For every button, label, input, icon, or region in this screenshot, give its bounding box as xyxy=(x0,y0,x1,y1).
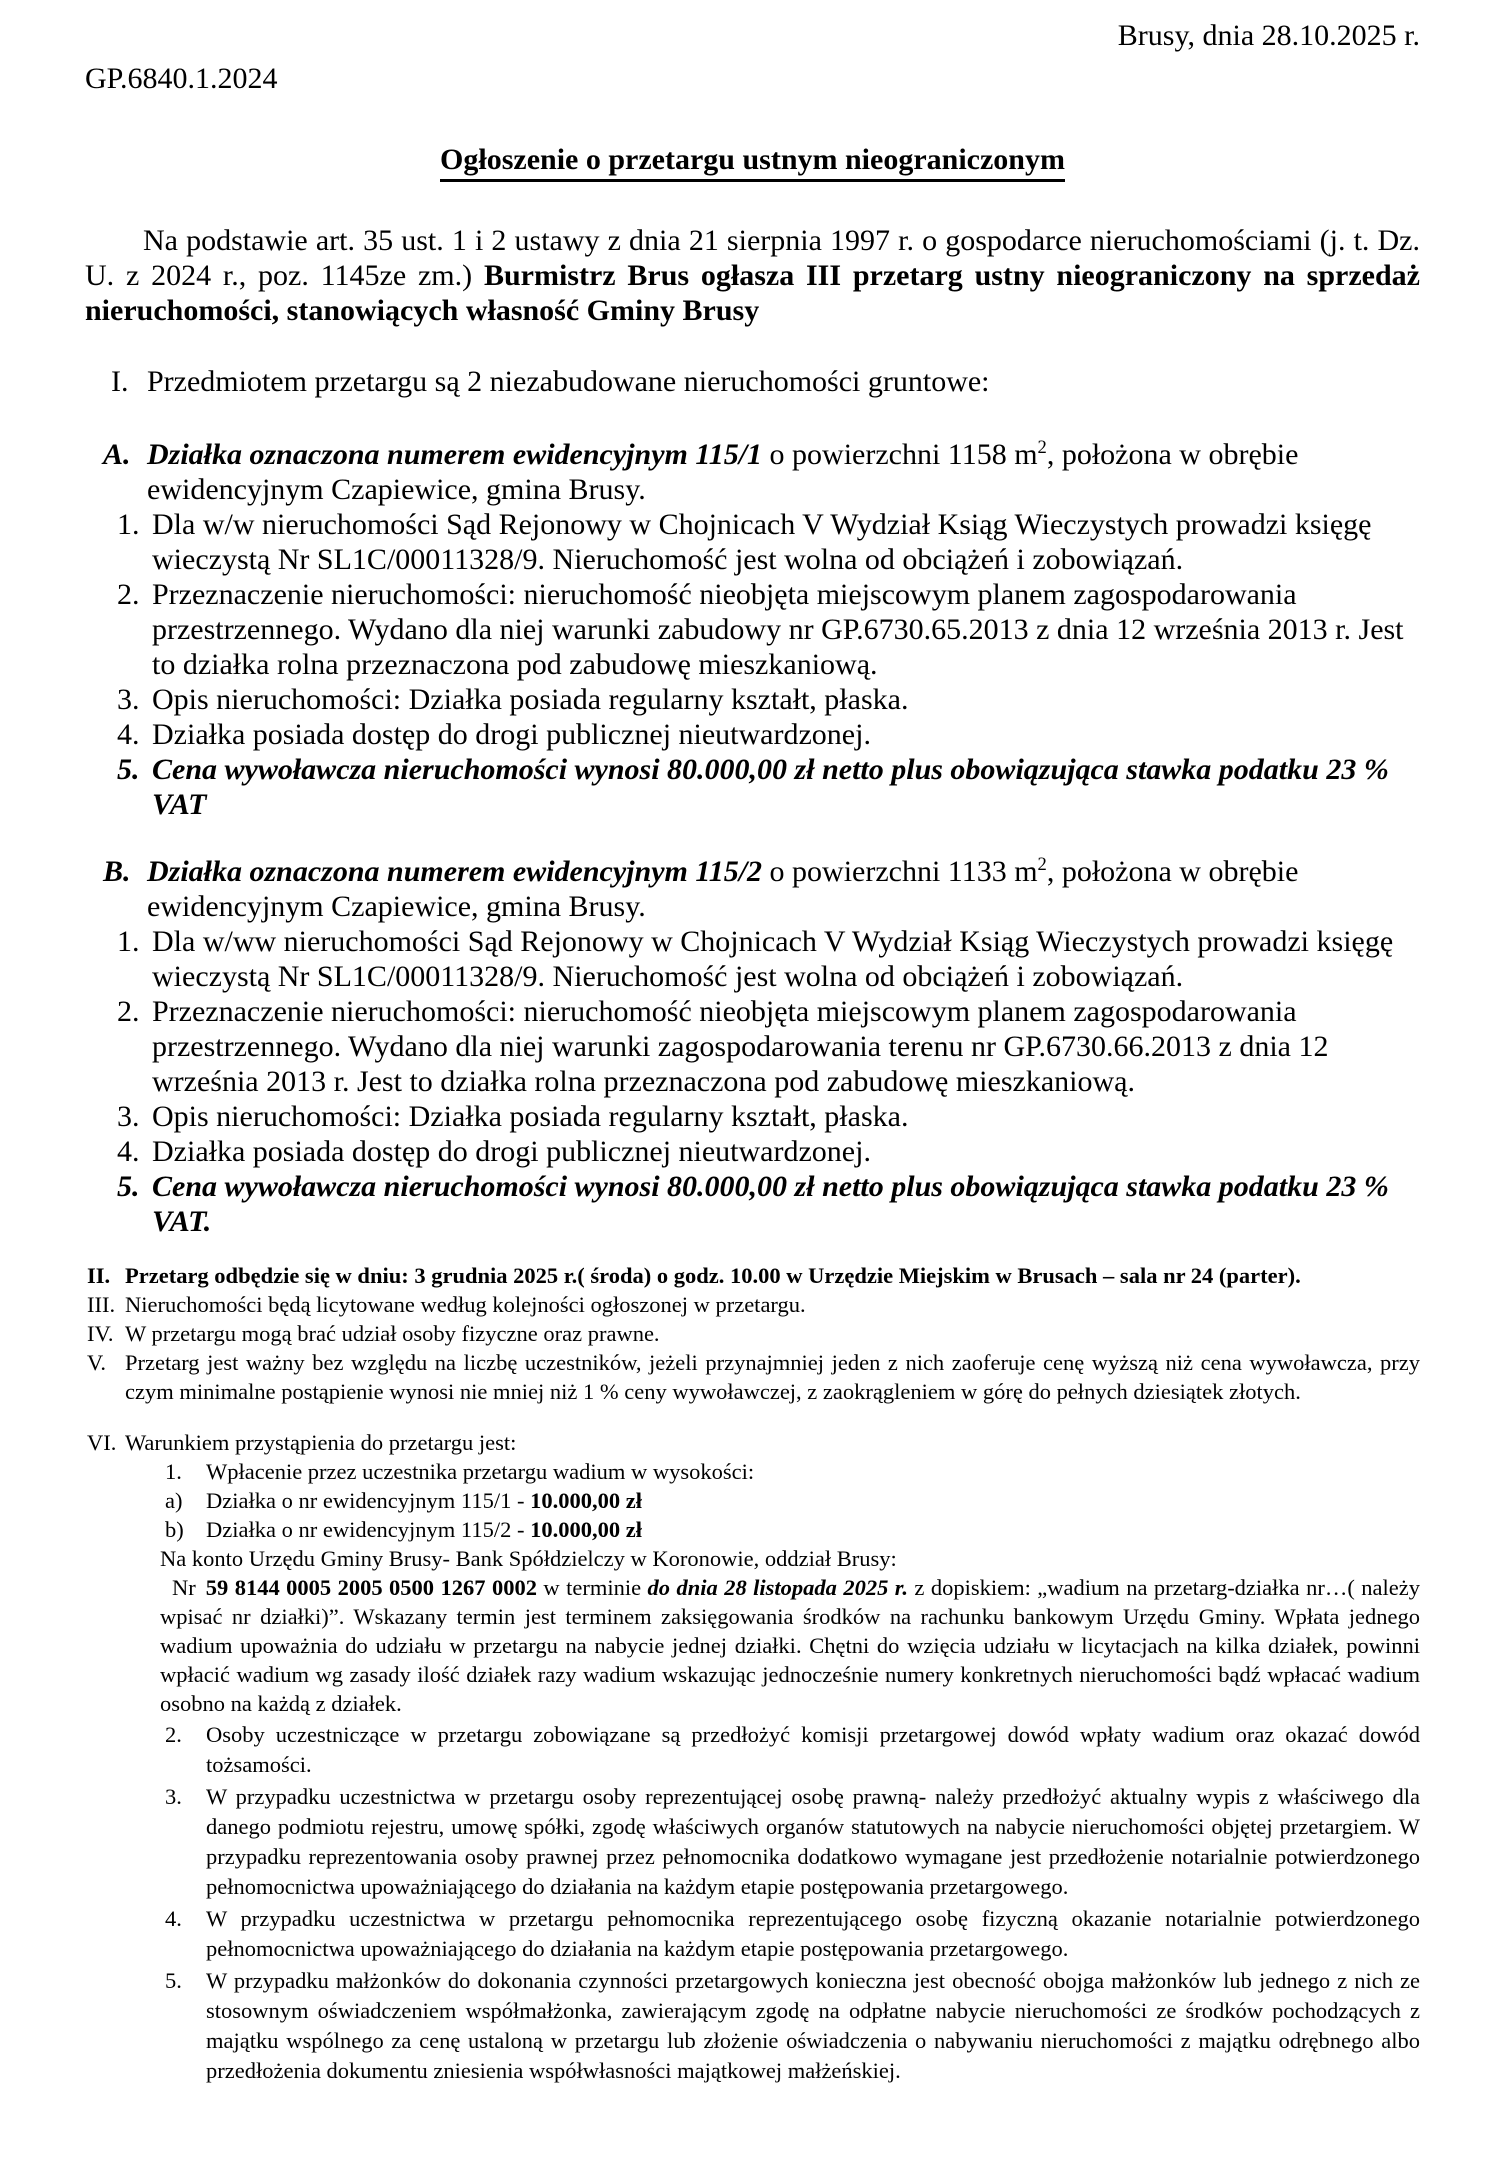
list-item-number: 3. xyxy=(117,683,140,716)
section-iii-row xyxy=(85,1290,1420,1319)
list-item-text: Dla w/w nieruchomości Sąd Rejonowy w Chojnicach V Wydział Ksiąg Wieczystych prowadzi księgę wieczystą Nr SL1C/00011328/9. Nieruchomość jest wolna od obciążeń i zobowiązań. xyxy=(152,508,1372,576)
section-v-text: Przetarg jest ważny bez względu na liczbę uczestników, jeżeli przynajmniej jeden z nich zaoferuje cenę wyższą niż cena wywoławcza, przy czym minimalne postąpienie wynosi nie mniej niż 1 % ceny wywoławczej, z zaokrągleniem w górę do pełnych dziesiątek złotych. xyxy=(125,1350,1420,1404)
list-item xyxy=(160,1904,1420,1964)
list-item xyxy=(85,994,1420,1099)
bank-deadline: do dnia 28 listopada 2025 r. xyxy=(647,1575,908,1600)
section-iv-row xyxy=(85,1319,1420,1348)
list-item-price xyxy=(85,752,1420,822)
list-item xyxy=(85,717,1420,752)
section-iii-text: Nieruchomości będą licytowane według kolejności ogłoszonej w przetargu. xyxy=(125,1292,806,1317)
list-item-number: 1. xyxy=(117,508,140,541)
list-item xyxy=(85,924,1420,994)
list-item-text: Działka posiada dostęp do drogi publicznej nieutwardzonej. xyxy=(152,718,871,751)
parcel-b-heading-emphasis: Działka oznaczona numerem ewidencyjnym 115/2 xyxy=(147,855,763,888)
title-row xyxy=(85,142,1420,177)
list-item-text: Działka posiada dostęp do drogi publicznej nieutwardzonej. xyxy=(152,1135,871,1168)
parcel-a-wadium-row xyxy=(160,1486,1420,1515)
list-item-text: Cena wywoławcza nieruchomości wynosi 80.000,00 zł netto plus obowiązująca stawka podatku 23 % VAT xyxy=(152,753,1389,821)
parcel-a-wadium-text xyxy=(206,1486,1420,1515)
parcel-b-wadium-amount: 10.000,00 zł xyxy=(530,1517,642,1542)
bank-prefix: Nr xyxy=(172,1575,196,1600)
list-item-number: 1. xyxy=(117,925,140,958)
list-item-number: 4. xyxy=(117,1135,140,1168)
list-item xyxy=(85,507,1420,577)
list-item-text: Opis nieruchomości: Działka posiada regularny kształt, płaska. xyxy=(152,683,909,716)
list-item-number: 5. xyxy=(165,1968,182,1993)
list-item xyxy=(85,682,1420,717)
list-item-number: 4. xyxy=(117,718,140,751)
bank-account-intro: Na konto Urzędu Gminy Brusy- Bank Spółdzielczy w Koronowie, oddział Brusy: xyxy=(160,1546,897,1571)
section-ii-number: II. xyxy=(87,1263,111,1288)
list-item xyxy=(85,1099,1420,1134)
parcel-a-wadium-letter: a) xyxy=(165,1488,183,1513)
section-v-row xyxy=(85,1348,1420,1406)
section-i-text: Przedmiotem przetargu są 2 niezabudowane nieruchomości gruntowe: xyxy=(147,365,990,398)
list-item-number: 2. xyxy=(117,995,140,1028)
parcel-a-area-superscript: 2 xyxy=(1037,437,1047,458)
section-vi-conditions xyxy=(160,1720,1420,2086)
intro-paragraph xyxy=(85,223,1420,328)
section-ii-text: Przetarg odbędzie się w dniu: 3 grudnia 2025 r.( środa) o godz. 10.00 w Urzędzie Miejskim w Brusach – sala nr 24 (parter). xyxy=(125,1263,1301,1288)
section-iv-text: W przetargu mogą brać udział osoby fizyczne oraz prawne. xyxy=(125,1321,660,1346)
section-vi-text: Warunkiem przystąpienia do przetargu jest: xyxy=(125,1430,517,1455)
list-item-price xyxy=(85,1169,1420,1239)
list-item-text: W przypadku uczestnictwa w przetargu pełnomocnika reprezentującego osobę fizyczną okazanie notarialnie potwierdzonego pełnomocnictwa upoważniającego do działania na każdym etapie postępowania przetargowego. xyxy=(206,1906,1420,1961)
parcel-b-heading-tail: , położona w obrębie ewidencyjnym Czapiewice, gmina Brusy. xyxy=(147,855,1299,923)
bank-account-number: 59 8144 0005 2005 0500 1267 0002 xyxy=(205,1575,537,1600)
bank-mid-text: w terminie xyxy=(543,1575,642,1600)
parcel-b-letter: B. xyxy=(103,855,131,888)
section-i-row xyxy=(85,364,1420,399)
parcel-a-wadium-label: Działka o nr ewidencyjnym 115/1 - xyxy=(206,1488,525,1513)
parcel-a-heading-after: o powierzchni 1158 m xyxy=(769,438,1038,471)
parcel-a-heading xyxy=(85,437,1420,507)
parcel-b-area-superscript: 2 xyxy=(1037,854,1047,875)
list-item-text: W przypadku uczestnictwa w przetargu osoby reprezentującej osobę prawną- należy przedłożyć aktualny wypis z właściwego dla danego podmiotu rejestru, umowę spółki, zgodę właściwych organów statutowych na nabycie nieruchomości objętej przetargiem. W przypadku reprezentowania osoby prawnej przez pełnomocnika dodatkowo wymagane jest przedłożenie notarialnie potwierdzonego pełnomocnictwa upoważniającego do działania na każdym etapie postępowania przetargowego. xyxy=(206,1784,1420,1899)
parcel-b-wadium-label: Działka o nr ewidencyjnym 115/2 - xyxy=(206,1517,525,1542)
document-title: Ogłoszenie o przetargu ustnym nieograniczonym xyxy=(440,143,1065,182)
list-item-text: Przeznaczenie nieruchomości: nieruchomość nieobjęta miejscowym planem zagospodarowania przestrzennego. Wydano dla niej warunki zabudowy nr GP.6730.65.2013 z dnia 12 września 2013 r. Jest to działka rolna przeznaczona pod zabudowę mieszkaniową. xyxy=(152,578,1404,681)
list-item xyxy=(160,1782,1420,1902)
list-item-text: Cena wywoławcza nieruchomości wynosi 80.000,00 zł netto plus obowiązująca stawka podatku 23 % VAT. xyxy=(152,1170,1389,1238)
list-item-number: 5. xyxy=(117,1170,140,1203)
date-line: Brusy, dnia 28.10.2025 r. xyxy=(1117,19,1420,52)
intro-text-normal: Na podstawie art. 35 ust. 1 i 2 ustawy z dnia 21 sierpnia 1997 r. o gospodarce nieruchomościami (j. t. Dz. U. z 2024 r., poz. 1145ze zm.) xyxy=(85,224,1420,292)
parcel-b-wadium-letter: b) xyxy=(165,1517,184,1542)
section-v-number: V. xyxy=(87,1350,106,1375)
list-item-text: Przeznaczenie nieruchomości: nieruchomość nieobjęta miejscowym planem zagospodarowania przestrzennego. Wydano dla niej warunki zagospodarowania terenu nr GP.6730.66.2013 z dnia 12 września 2013 r. Jest to działka rolna przeznaczona pod zabudowę mieszkaniową. xyxy=(152,995,1329,1098)
list-item-text: Dla w/ww nieruchomości Sąd Rejonowy w Chojnicach V Wydział Ksiąg Wieczystych prowadzi księgę wieczystą Nr SL1C/00011328/9. Nieruchomość jest wolna od obciążeń i zobowiązań. xyxy=(152,925,1394,993)
parcel-a-heading-emphasis: Działka oznaczona numerem ewidencyjnym 115/1 xyxy=(147,438,763,471)
parcel-b-heading-after: o powierzchni 1133 m xyxy=(769,855,1038,888)
parcel-b-wadium-row xyxy=(160,1515,1420,1544)
list-item xyxy=(85,1134,1420,1169)
reference-number: GP.6840.1.2024 xyxy=(85,62,278,95)
section-iv-number: IV. xyxy=(87,1321,114,1346)
bank-account-paragraph xyxy=(160,1573,1420,1718)
list-item-number: 3. xyxy=(165,1784,182,1809)
parcel-a-heading-tail: , położona w obrębie ewidencyjnym Czapiewice, gmina Brusy. xyxy=(147,438,1299,506)
list-item-number: 2. xyxy=(165,1722,182,1747)
parcel-a-wadium-amount: 10.000,00 zł xyxy=(530,1488,642,1513)
list-item-number: 2. xyxy=(117,578,140,611)
list-item-number: 5. xyxy=(117,753,140,786)
section-vi-subsection xyxy=(160,1457,1420,1544)
parcel-b-wadium-text xyxy=(206,1515,1420,1544)
list-item-number: 3. xyxy=(117,1100,140,1133)
parcel-a-letter: A. xyxy=(103,438,131,471)
parcel-b-heading xyxy=(85,854,1420,924)
list-item xyxy=(160,1720,1420,1780)
list-item-text: Osoby uczestniczące w przetargu zobowiązane są przedłożyć komisji przetargowej dowód wpłaty wadium oraz okazać dowód tożsamości. xyxy=(206,1722,1420,1777)
list-item-text: Opis nieruchomości: Działka posiada regularny kształt, płaska. xyxy=(152,1100,909,1133)
section-ii-row xyxy=(85,1261,1420,1290)
section-i-number: I. xyxy=(111,365,129,398)
list-item-text: W przypadku małżonków do dokonania czynności przetargowych konieczna jest obecność obojga małżonków lub jednego z nich ze stosownym oświadczeniem współmałżonka, zawierającym zgodę na odpłatne nabycie nieruchomości ze środków pochodzących z majątku wspólnego za cenę ustaloną w przetargu lub złożenie oświadczenia o nabywaniu nieruchomości z majątku odrębnego albo przedłożenia dokumentu zniesienia współwłasności majątkowej małżeńskiej. xyxy=(206,1968,1420,2083)
list-item-number: 4. xyxy=(165,1906,182,1931)
section-iii-number: III. xyxy=(87,1292,116,1317)
wadium-item xyxy=(160,1457,1420,1486)
section-vi-number: VI. xyxy=(87,1430,117,1455)
section-vi-row xyxy=(85,1428,1420,1457)
wadium-item-number: 1. xyxy=(165,1459,182,1484)
intro-text-bold: Burmistrz Brus ogłasza III przetarg ustny nieograniczony na sprzedaż nieruchomości, stanowiących własność Gminy Brusy xyxy=(85,259,1420,327)
parcel-a-heading-text xyxy=(147,437,1420,507)
list-item xyxy=(160,1966,1420,2086)
list-item xyxy=(85,577,1420,682)
bank-rest-text: z dopiskiem: „wadium na przetarg-działka nr…( należy wpisać nr działki)”. Wskazany termin jest terminem zaksięgowania środków na rachunku bankowym Urzędu Gminy. Wpłata jednego wadium upoważnia do udziału w przetargu na nabycie jednej działki. Chętni do wzięcia udziału w licytacjach na kilka działek, powinni wpłacić wadium wg zasady ilość działek razy wadium wskazując jednocześnie numery konkretnych nieruchomości bądź wpłacać wadium osobno na każdą z działek. xyxy=(160,1575,1420,1716)
parcel-b-heading-text xyxy=(147,854,1420,924)
wadium-item-text: Wpłacenie przez uczestnika przetargu wadium w wysokości: xyxy=(206,1459,755,1484)
